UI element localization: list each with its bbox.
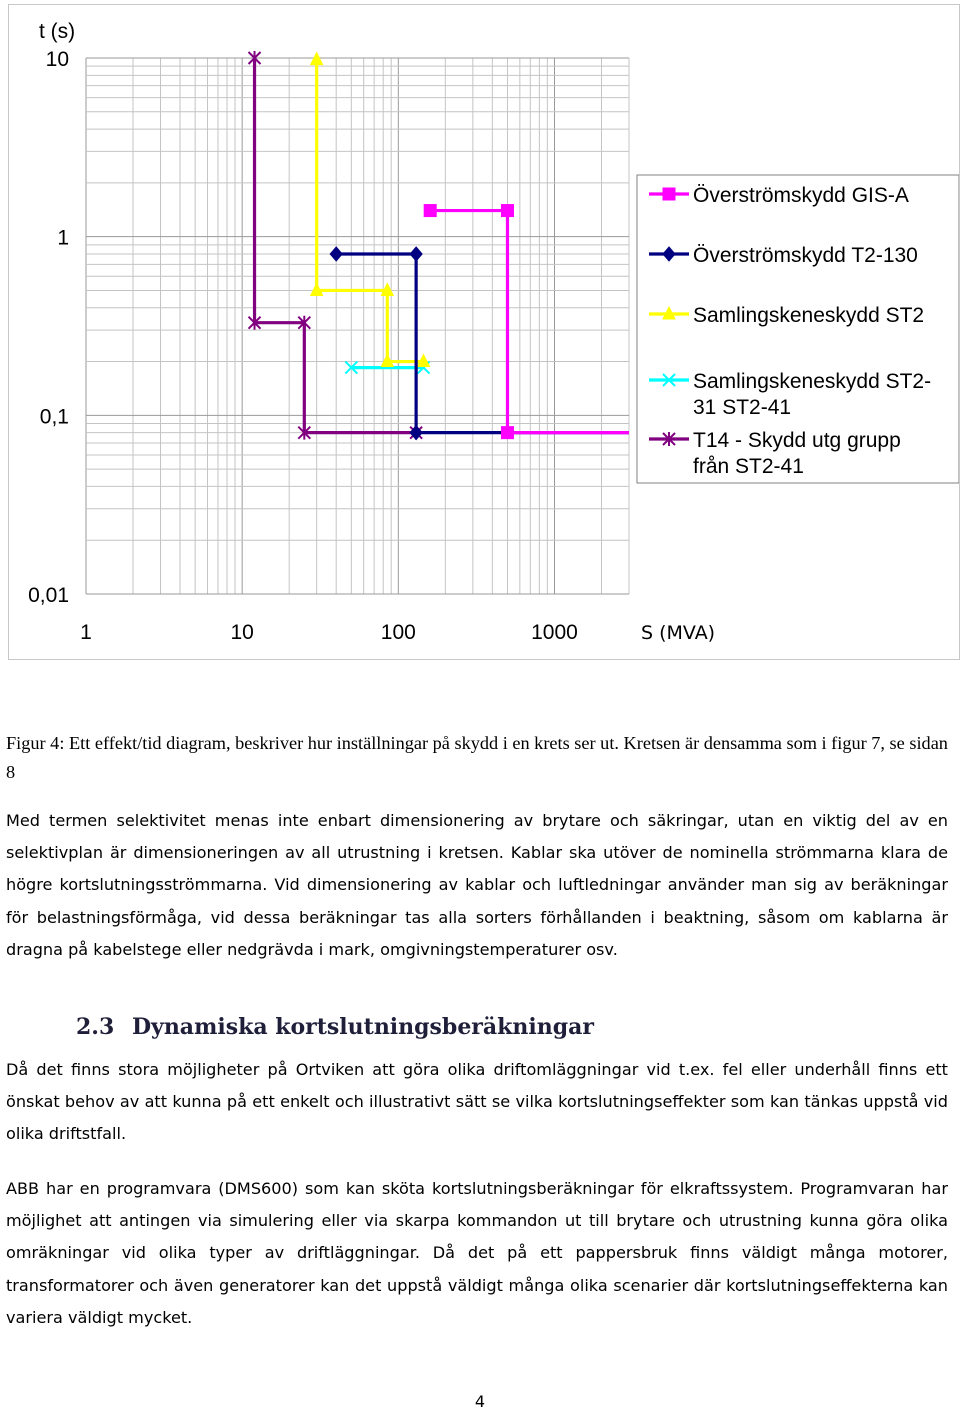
page-number: 4 [474,1392,486,1411]
chart-axes [28,20,715,644]
x-axis-label: S (MVA) [641,622,716,644]
paragraph-ortviken: Då det finns stora möjligheter på Ortviken att göra olika driftomläggningar vid t.ex. fel eller underhåll finns ett önskat behov av att kunna på ett enkelt och illustrativt sätt se vilka kortslutningseffekter som kan tänkas uppstå vid olika driftstfall. [6,1060,948,1144]
legend-label: 31 ST2-41 [693,396,792,419]
x-tick-label: 1000 [531,621,578,644]
legend-label: Samlingskeneskydd ST2 [693,304,925,327]
legend-swatch-marker [663,188,675,200]
data-point [501,205,513,217]
y-tick-label: 0,01 [28,584,69,607]
y-tick-label: 0,1 [39,405,69,429]
legend-label: Samlingskeneskydd ST2- [693,370,932,393]
legend-label: Överströmskydd GIS-A [693,184,909,207]
y-tick-label: 1 [57,226,69,250]
series-line [336,254,629,433]
data-point [330,247,342,261]
chart-grid [86,58,629,594]
data-point [501,427,513,439]
section-title: Dynamiska kortslutningsberäkningar [131,1014,594,1040]
x-tick-label: 100 [380,621,416,644]
data-point [424,205,436,217]
legend-label: T14 - Skydd utg grupp [693,429,901,452]
data-point [410,247,422,261]
series-line [430,211,629,433]
x-tick-label: 1 [80,621,92,644]
section-number: 2.3 [76,1014,115,1040]
y-axis-label: t (s) [39,20,76,43]
data-point [311,53,323,65]
series-square [424,205,629,439]
chart-frame [8,4,960,660]
figure-caption: Figur 4: Ett effekt/tid diagram, beskriver hur inställningar på skydd i en krets ser ut. Kretsen är densamma som i figur 7, se sidan 8 [6,733,948,782]
series-line [317,60,424,362]
series-triangle [311,53,430,367]
section-heading [76,1014,594,1040]
legend-label: Överströmskydd T2-130 [693,244,918,267]
paragraph-selectivity: Med termen selektivitet menas inte enbart dimensionering av brytare och säkringar, utan en viktig del av en selektivplan är dimensioneringen av all utrustning i kretsen. Kablar ska utöver de nominella strömmarna klara de högre kortslutningsströmmarna. Vid dimensionering av kablar och luftledningar använder man sig av beräkningar för belastningsförmåga, vid dessa beräkningar tas alla sorters förhållanden i beaktning, såsom om kablarna är dragna på kabelstege eller nedgrävda i mark, omgivningstemperaturer osv. [6,811,948,959]
paragraph-abb: ABB har en programvara (DMS600) som kan sköta kortslutningsberäkningar för elkraftssystem. Programvaran har möjlighet att antingen via simulering eller via skarpa kommandon ut till brytare och utrustning kunna göra olika omräkningar vid olika typer av driftläggningar. Då det på ett pappersbruk finns väldigt många motorer, transformatorer och även generatorer kan det uppstå väldigt många olika scenarier där kortslutningseffekterna kan variera väldigt mycket. [6,1179,948,1327]
x-tick-label: 10 [230,621,254,644]
protection-time-chart [9,5,959,659]
y-tick-label: 10 [45,48,69,71]
legend-label: från ST2-41 [693,455,804,478]
chart-legend [637,175,959,483]
